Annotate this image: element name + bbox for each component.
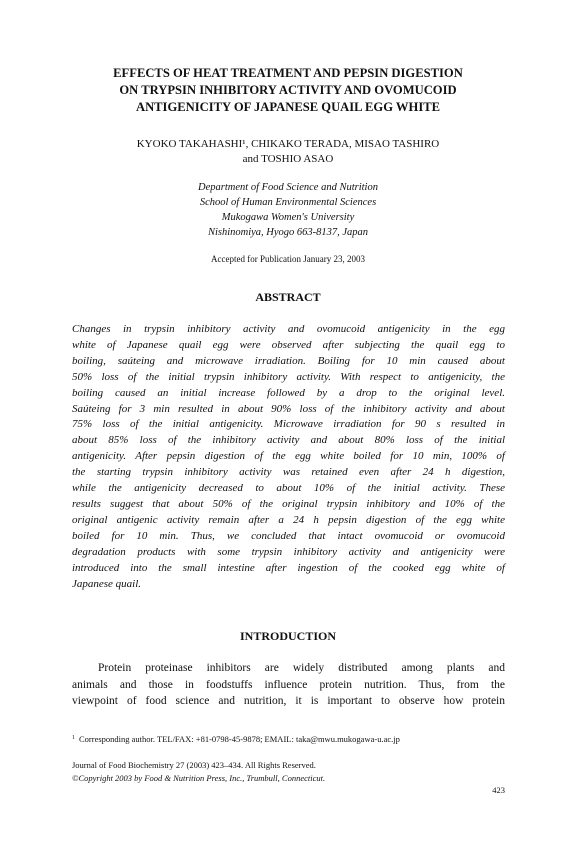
corresponding-author-footnote xyxy=(72,733,505,745)
abstract-line: introduced into the small intestine after ingestion of the cooked egg white of xyxy=(72,561,505,574)
abstract-line: Changes in trypsin inhibitory activity and ovomucoid antigenicity in the egg xyxy=(72,323,505,335)
abstract-line: white of Japanese quail egg were observed after subjecting the quail egg to xyxy=(72,338,505,351)
authors-line: and TOSHIO ASAO xyxy=(242,153,334,165)
title-line: EFFECTS OF HEAT TREATMENT AND PEPSIN DIGESTION xyxy=(113,66,463,80)
abstract-line: antigenicity. After pepsin digestion of the egg white boiled for 10 min, 100% of xyxy=(72,450,505,463)
page-number: 423 xyxy=(492,785,505,795)
affiliation xyxy=(60,180,516,240)
abstract-line: 50% loss of the initial trypsin inhibitory activity. With respect to antigenicity, the xyxy=(72,370,505,383)
affiliation-line: School of Human Environmental Sciences xyxy=(199,197,377,208)
footnote-mark: 1 xyxy=(72,735,75,741)
title-line: ON TRYPSIN INHIBITORY ACTIVITY AND OVOMUCOID xyxy=(119,83,457,97)
affiliation-line: Mukogawa Women's University xyxy=(221,212,355,223)
abstract-line: the starting trypsin inhibitory activity was retained even after 24 h digestion, xyxy=(72,466,505,479)
abstract-line: original antigenic activity remain after a 24 h pepsin digestion of the egg white xyxy=(72,513,505,526)
authors-line: KYOKO TAKAHASHI¹, CHIKAKO TERADA, MISAO TASHIRO xyxy=(136,138,440,150)
footnote-text: Corresponding author. TEL/FAX: +81-0798-45-9878; EMAIL: taka@mwu.mukogawa-u.ac.jp xyxy=(79,734,400,744)
journal-info xyxy=(72,759,505,795)
abstract-line: boiled for 10 min. Thus, we concluded that intact ovomucoid or ovomucoid xyxy=(72,529,505,542)
abstract-line: about 85% loss of the inhibitory activity and about 80% loss of the initial xyxy=(72,434,505,447)
introduction-line: animals and those in foodstuffs influence protein nutrition. Thus, from the xyxy=(72,678,505,691)
abstract-line: while the antigenicity decreased to about 10% of the initial activity. These xyxy=(72,482,505,495)
accepted-date: Accepted for Publication January 23, 2003 xyxy=(211,254,365,264)
abstract-body xyxy=(72,322,505,592)
introduction-line: viewpoint of food science and nutrition, it is important to observe how protein xyxy=(72,695,505,707)
introduction-body xyxy=(72,660,505,710)
title-line: ANTIGENICITY OF JAPANESE QUAIL EGG WHITE xyxy=(135,100,441,114)
abstract-line: degradation products with some trypsin inhibitory activity and antigenicity were xyxy=(72,545,505,558)
abstract-heading: ABSTRACT xyxy=(255,290,321,304)
journal-citation: Journal of Food Biochemistry 27 (2003) 423–434. All Rights Reserved. xyxy=(72,760,316,770)
author-list xyxy=(60,137,516,167)
affiliation-line: Department of Food Science and Nutrition xyxy=(198,182,378,193)
abstract-line: boiling, saúteing and microwave irradiation. Boiling for 10 min caused about xyxy=(72,354,505,367)
abstract-line: Saúteing for 3 min resulted in about 90% loss of the inhibitory activity and about xyxy=(72,402,505,415)
abstract-line: Japanese quail. xyxy=(72,577,142,590)
abstract-line: results suggest that about 50% of the original trypsin inhibitory and 10% of the xyxy=(72,497,505,510)
abstract-line: 75% loss of the initial antigenicity. Microwave irradiation for 90 s resulted in xyxy=(72,418,505,431)
introduction-line: Protein proteinase inhibitors are widely distributed among plants and xyxy=(98,662,505,674)
copyright-line: ©Copyright 2003 by Food & Nutrition Press, Inc., Trumbull, Connecticut. xyxy=(72,772,326,783)
paper-title xyxy=(60,65,516,116)
introduction-heading: INTRODUCTION xyxy=(239,629,336,643)
abstract-line: boiling caused an initial increase followed by a drop to the original level. xyxy=(72,386,505,399)
affiliation-line: Nishinomiya, Hyogo 663-8137, Japan xyxy=(207,227,369,238)
